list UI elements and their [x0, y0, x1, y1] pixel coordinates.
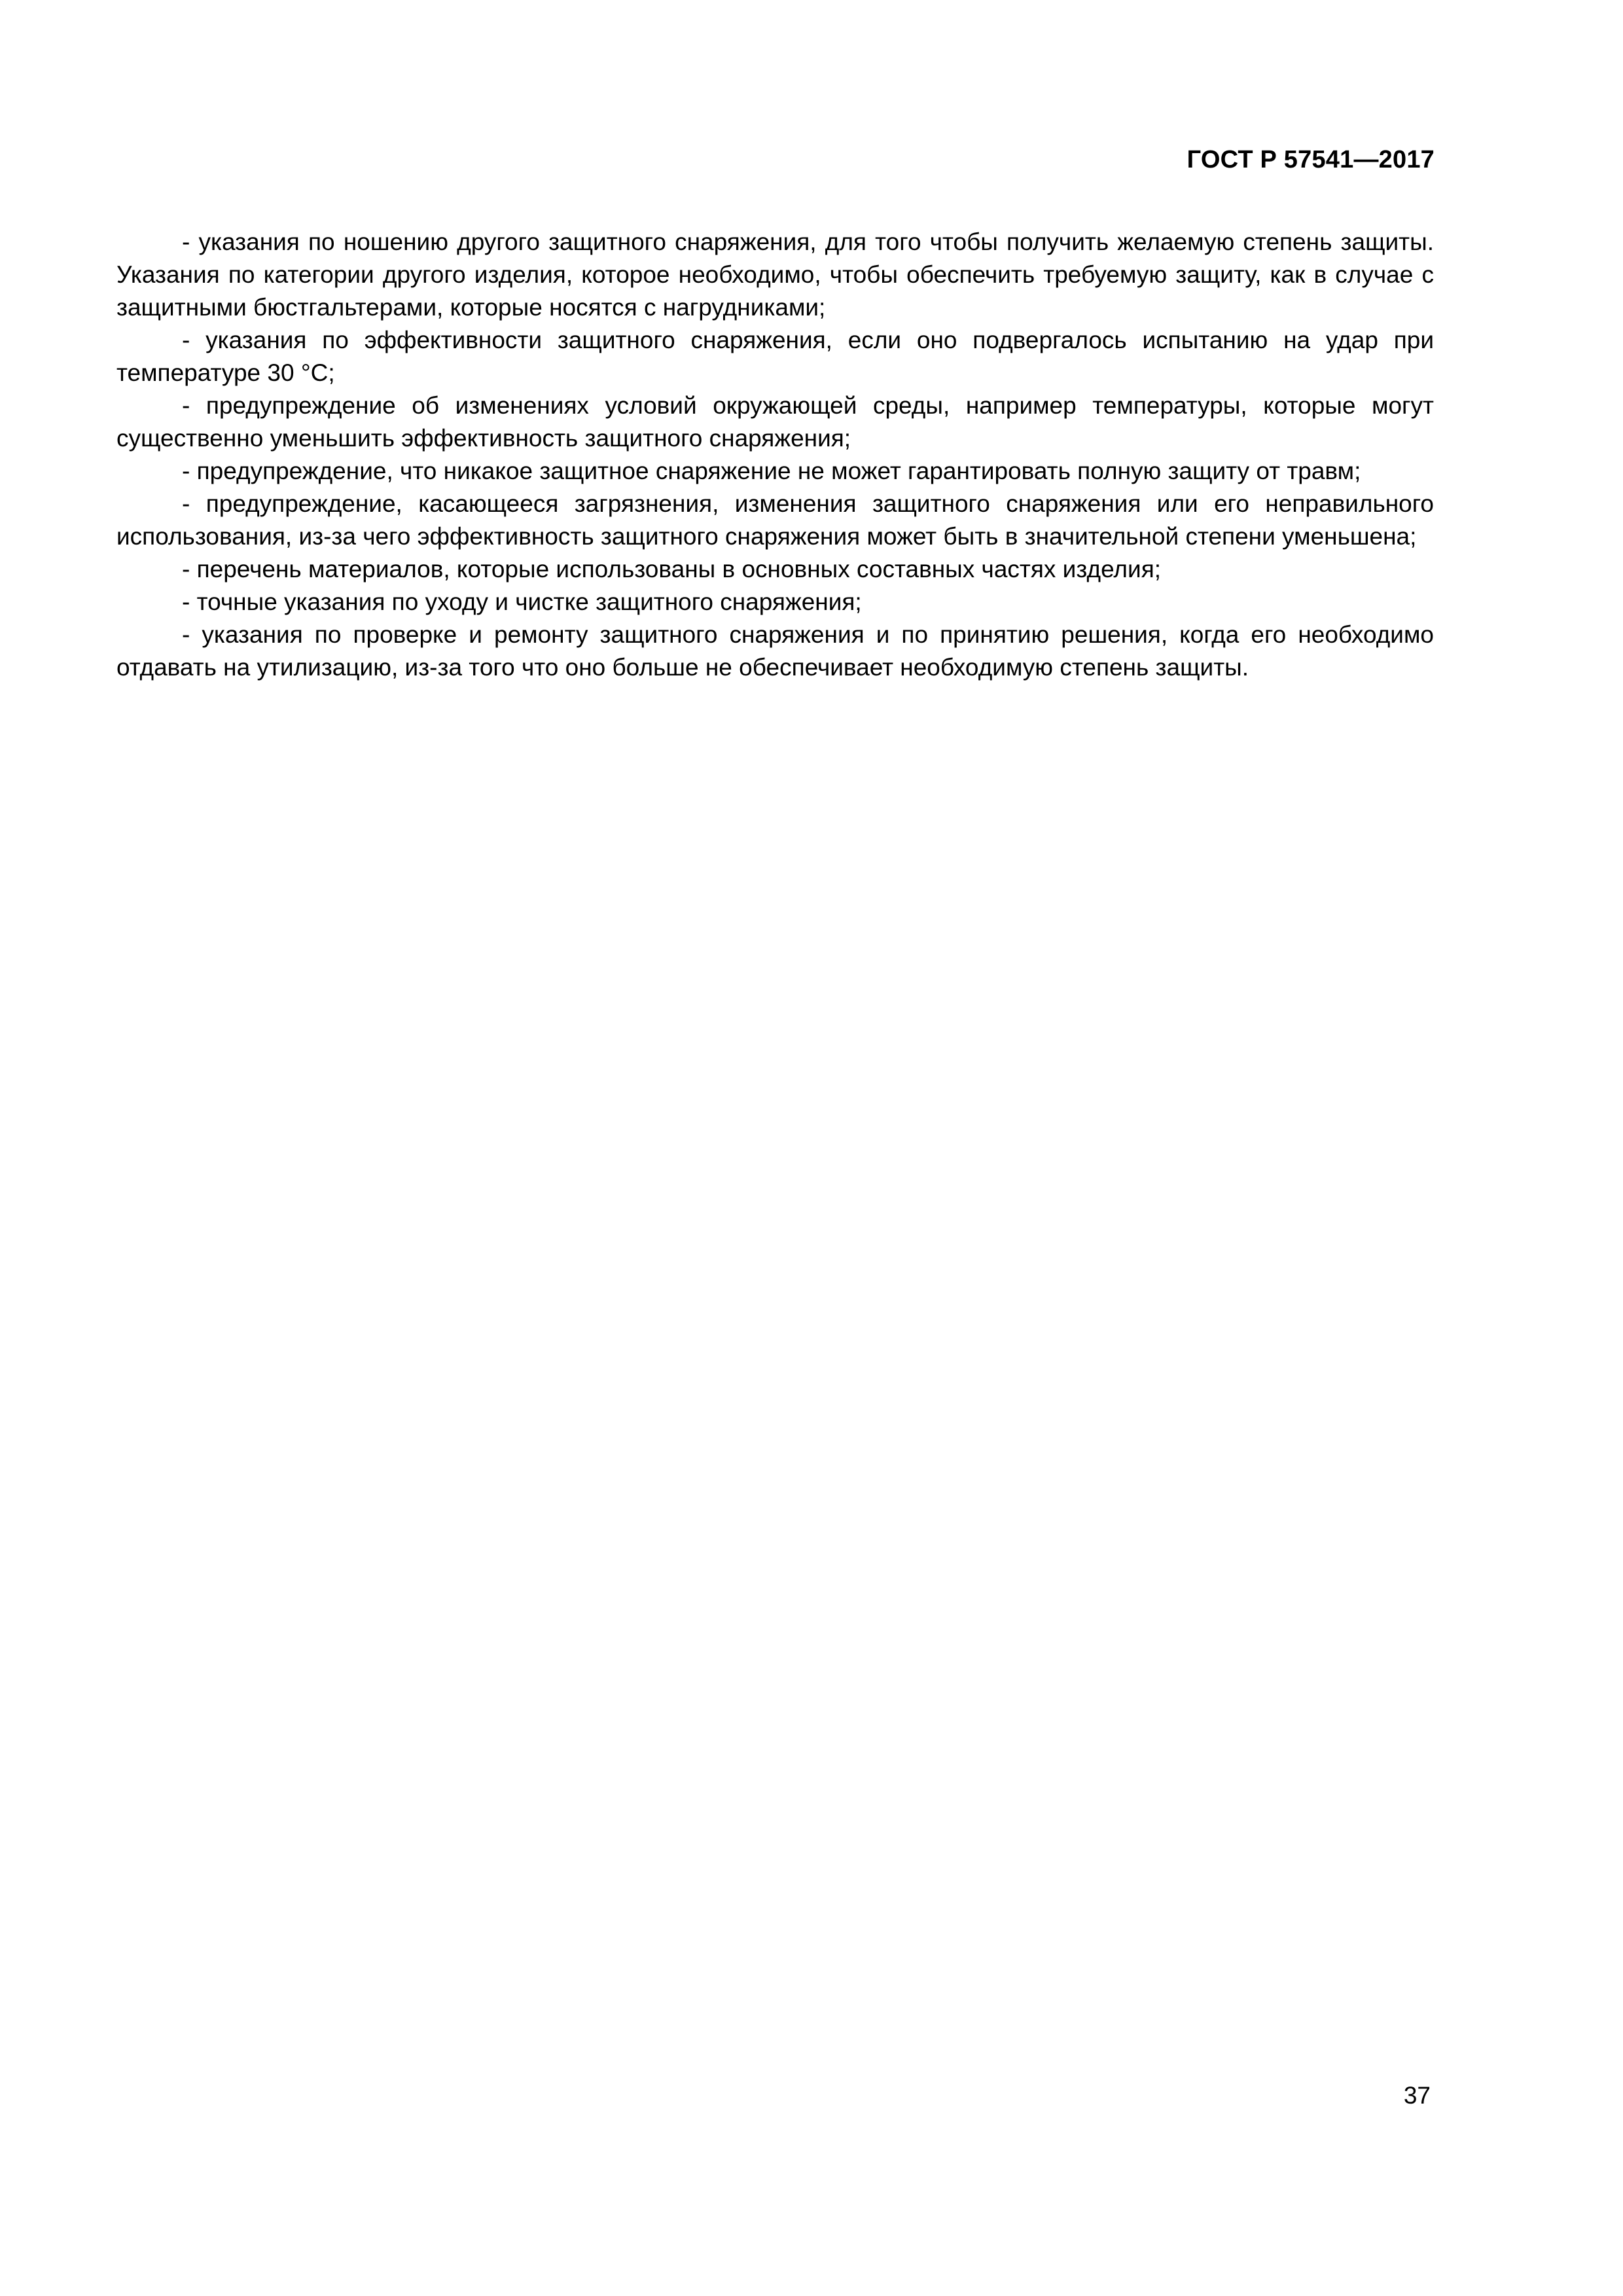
- body-text: [116, 226, 1434, 684]
- list-item: - указания по проверке и ремонту защитного снаряжения и по принятию решения, когда его необходимо отдавать на утилизацию, из-за того что оно больше не обеспечивает необходимую степень защиты.: [116, 621, 1434, 681]
- list-item: - перечень материалов, которые использованы в основных составных частях изделия;: [182, 556, 1162, 583]
- document-code-header: ГОСТ Р 57541—2017: [1186, 146, 1435, 173]
- list-item: - предупреждение, касающееся загрязнения, изменения защитного снаряжения или его неправильного использования, из-за чего эффективность защитного снаряжения может быть в значительной степени уменьшена;: [116, 490, 1434, 550]
- page-number: 37: [1403, 2082, 1431, 2109]
- list-item: - предупреждение об изменениях условий окружающей среды, например температуры, которые могут существенно уменьшить эффективность защитного снаряжения;: [116, 392, 1434, 452]
- list-item: - предупреждение, что никакое защитное снаряжение не может гарантировать полную защиту от травм;: [182, 457, 1361, 484]
- list-item: - указания по ношению другого защитного снаряжения, для того чтобы получить желаемую степень защиты. Указания по категории другого изделия, которое необходимо, чтобы обеспечить требуемую защиту, как в случае с защитными бюстгальтерами, которые носятся с нагрудниками;: [116, 228, 1434, 321]
- list-item: - точные указания по уходу и чистке защитного снаряжения;: [182, 588, 862, 615]
- list-item: - указания по эффективности защитного снаряжения, если оно подвергалось испытанию на удар при температуре 30 °C;: [116, 327, 1434, 386]
